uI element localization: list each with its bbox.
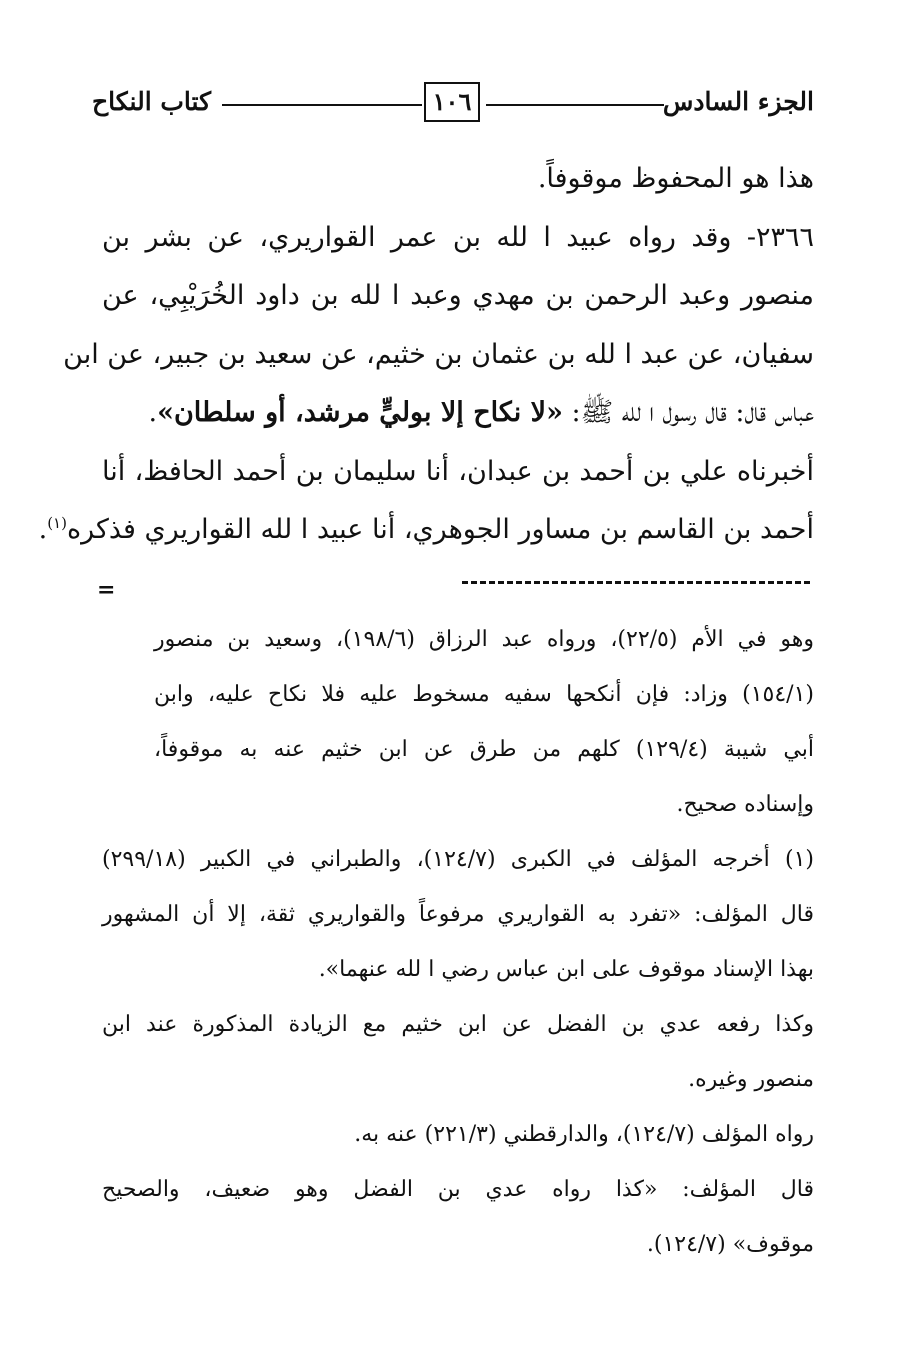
footnote-line: أبي شيبة (١٢٩/٤) كلهم من طرق عن ابن خثيم عنه به موقوفاً، (154, 737, 814, 762)
isnad-line (38, 501, 814, 560)
text-line: سفيان، عن عبد ا لله بن عثمان بن خثيم، عن سعيد بن جبير، عن ابن (63, 338, 814, 370)
footnote-line: (١) أخرجه المؤلف في الكبرى (١٢٤/٧)، والطبراني في الكبير (٢٩٩/١٨) (102, 847, 815, 872)
footnote-line: بهذا الإسناد موقوف على ابن عباس رضي ا لله عنهما». (318, 957, 814, 982)
footnote-ref[interactable]: (١) (47, 514, 67, 532)
footnote-line: قال المؤلف: «كذا رواه عدي بن الفضل وهو ضعيف، والصحيح (102, 1177, 814, 1202)
footnote-line: منصور وغيره. (688, 1067, 814, 1092)
footnote-line: وإسناده صحيح. (676, 792, 814, 817)
isnad-text: أحمد بن القاسم بن مساور الجوهري، أنا عبيد ا لله القواريري فذكره (66, 514, 814, 545)
text-line: ٢٣٦٦- وقد رواه عبيد ا لله بن عمر القواريري، عن بشر بن (102, 221, 814, 253)
header-rule-right (486, 104, 664, 106)
footnote-separator (97, 575, 809, 605)
hadith-text: «لا نكاح إلا بوليٍّ مرشد، أو سلطان» (157, 397, 563, 428)
text-line: منصور وعبد الرحمن بن مهدي وعبد ا لله بن داود الخُرَيْبِي، عن (102, 280, 814, 311)
footnotes (102, 612, 814, 1272)
footnote-line: قال المؤلف: «تفرد به القواريري مرفوعاً والقواريري ثقة، إلا أن المشهور (102, 902, 814, 927)
header-rule-left (222, 104, 422, 106)
hadith-line (102, 384, 814, 443)
text-line: أخبرناه علي بن أحمد بن عبدان، أنا سليمان بن أحمد الحافظ، أنا (102, 455, 814, 487)
footnote-line: وكذا رفعه عدي بن الفضل عن ابن خثيم مع الزيادة المذكورة عند ابن (102, 1012, 814, 1037)
text-line: هذا هو المحفوظ موقوفاً. (537, 163, 814, 194)
hadith-prefix: عباس قال: قال رسول ا لله ﷺ: (562, 397, 814, 428)
footnote-line: (١٥٤/١) وزاد: فإن أنكحها سفيه مسخوط عليه فلا نكاح عليه، وابن (154, 682, 814, 707)
hadith-end: . (148, 397, 158, 428)
part-title: الجزء السادس (662, 87, 814, 116)
continuation-mark: = (97, 577, 116, 603)
isnad-end: . (38, 514, 48, 545)
page-header (92, 82, 814, 126)
separator-dashed-rule (462, 581, 810, 584)
book-title: كتاب النكاح (92, 87, 211, 116)
footnote-line: موقوف» (١٢٤/٧). (646, 1232, 814, 1257)
main-text (38, 150, 814, 560)
footnote-line: رواه المؤلف (١٢٤/٧)، والدارقطني (٢٢١/٣) عنه به. (354, 1122, 814, 1147)
footnote-line: وهو في الأم (٢٢/٥)، ورواه عبد الرزاق (١٩٨/٦)، وسعيد بن منصور (154, 627, 814, 652)
page-number: ١٠٦ (424, 82, 480, 122)
